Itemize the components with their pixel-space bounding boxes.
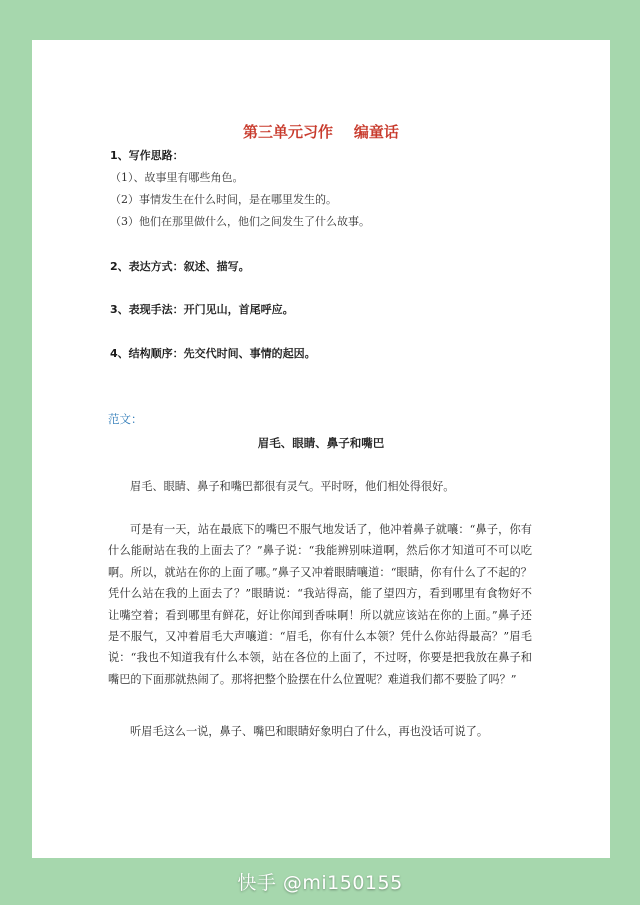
essay-paragraph: 听眉毛这么一说，鼻子、嘴巴和眼睛好象明白了什么，再也没话可说了。	[130, 725, 489, 738]
essay-title: 眉毛、眼睛、鼻子和嘴巴	[257, 436, 385, 450]
sample-label: 范文：	[108, 412, 143, 426]
essay-paragraph: 眉毛、眼睛、鼻子和嘴巴都很有灵气。平时呀，他们相处得很好。	[130, 480, 455, 493]
section-expression	[110, 256, 250, 278]
section-writing-approach	[110, 145, 370, 233]
section-heading: 1、写作思路：	[110, 149, 184, 162]
essay-paragraph: 可是有一天，站在最底下的嘴巴不服气地发话了，他冲着鼻子就嚷：“鼻子，你有什么能耐站在我的上面去了？”鼻子说：“我能辨别味道啊，然后你才知道可不可以吃啊。所以，就站在你的上面了哪。”鼻子又冲着眼睛嚷道：“眼睛，你有什么了不起的？凭什么站在我的上面去了？”眼睛说：“我站得高，能了望四方，看到哪里有食物好不让嘴空着；看到哪里有鲜花，好让你闻到香味啊！所以就应该站在你的上面。”鼻子还是不服气，又冲着眉毛大声嚷道：“眉毛，你有什么本领？凭什么你站得最高？”眉毛说：“我也不知道我有什么本领，站在各位的上面了，不过呀，你要是把我放在鼻子和嘴巴的下面那就热闹了。那将把整个脸摆在什么位置呢？难道我们都不要脸了吗？”	[108, 523, 532, 686]
section-structure	[110, 343, 316, 365]
section-line: （3）他们在那里做什么，他们之间发生了什么故事。	[110, 215, 370, 228]
watermark: 快手 @mi150155	[237, 872, 403, 894]
section-heading: 4、结构顺序：先交代时间、事情的起因。	[110, 347, 316, 360]
document-page	[32, 40, 610, 858]
section-line: （2）事情发生在什么时间，是在哪里发生的。	[110, 193, 337, 206]
section-line: （1）、故事里有哪些角色。	[110, 171, 244, 184]
section-heading: 3、表现手法：开门见山，首尾呼应。	[110, 303, 294, 316]
section-technique	[110, 299, 294, 321]
section-heading: 2、表达方式：叙述、描写。	[110, 260, 250, 273]
page-title: 第三单元习作 编童话	[243, 123, 399, 141]
